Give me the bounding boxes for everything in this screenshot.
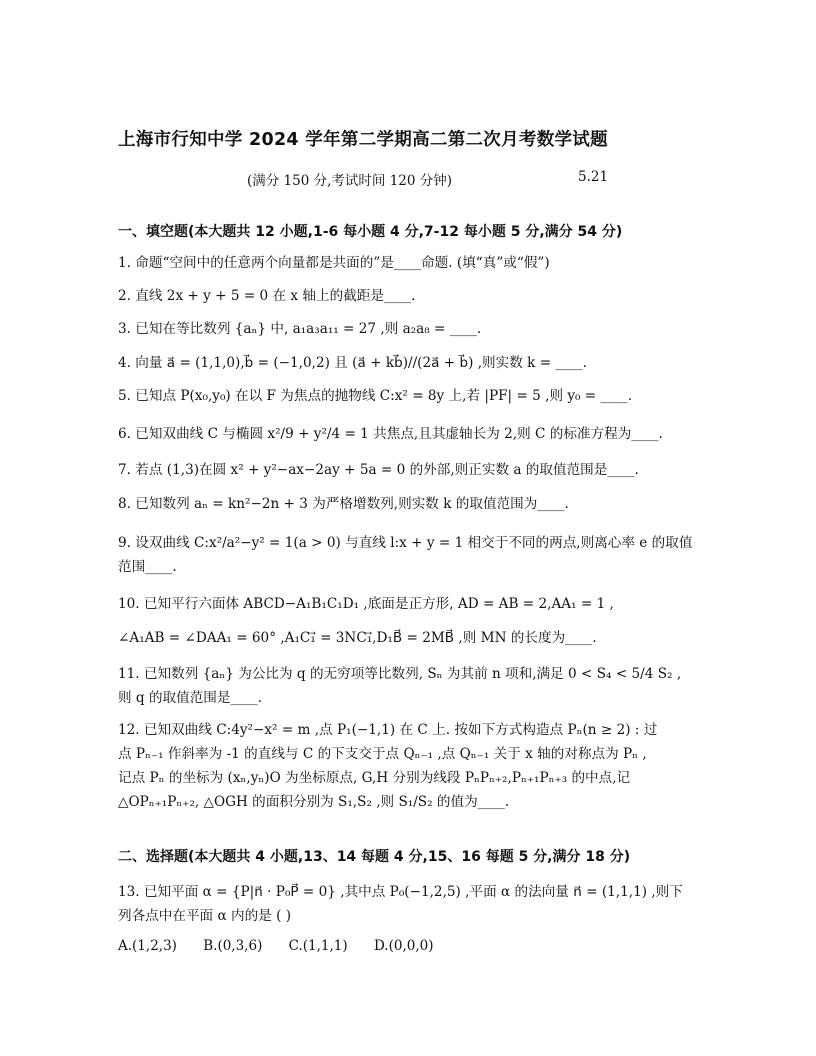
question-11-line-2: 则 q 的取值范围是____. [118, 690, 263, 706]
question-13-line-1: 13. 已知平面 α = {P|n⃗ · P₀P⃗ = 0} ,其中点 P₀(−1,2,5) ,平面 α 的法向量 n⃗ = (1,1,1) ,则下 [118, 884, 683, 900]
question-7: 7. 若点 (1,3)在圆 x² + y²−ax−2ay + 5a = 0 的外部,则正实数 a 的取值范围是____. [118, 462, 639, 478]
question-11-line-1: 11. 已知数列 {aₙ} 为公比为 q 的无穷项等比数列, Sₙ 为其前 n 项和,满足 0 < S₄ < 5/4 S₂ , [118, 666, 682, 682]
exam-info: (满分 150 分,考试时间 120 分钟) [247, 173, 453, 189]
question-3: 3. 已知在等比数列 {aₙ} 中, a₁a₃a₁₁ = 27 ,则 a₂a₈ = ____. [118, 321, 482, 337]
answer-options [118, 938, 456, 954]
question-4: 4. 向量 a⃗ = (1,1,0),b⃗ = (−1,0,2) 且 (a⃗ + kb⃗)//(2a⃗ + b⃗) ,则实数 k = ____. [118, 355, 587, 371]
section-heading-fill-in: 一、填空题(本大题共 12 小题,1-6 每小题 4 分,7-12 每小题 5 分,满分 54 分) [118, 224, 623, 240]
question-12-line-3: 记点 Pₙ 的坐标为 (xₙ,yₙ)O 为坐标原点, G,H 分别为线段 PₙPₙ₊₂,Pₙ₊₁Pₙ₊₃ 的中点,记 [118, 770, 631, 786]
question-12-line-4: △OPₙ₊₁Pₙ₊₂, △OGH 的面积分别为 S₁,S₂ ,则 S₁/S₂ 的值为____. [118, 794, 510, 810]
exam-date: 5.21 [578, 169, 609, 185]
question-12-line-2: 点 Pₙ₋₁ 作斜率为 -1 的直线与 C 的下支交于点 Qₙ₋₁ ,点 Qₙ₋₁ 关于 x 轴的对称点为 Pₙ , [118, 746, 647, 762]
option-c: C.(1,1,1) [288, 938, 348, 954]
question-6: 6. 已知双曲线 C 与椭圆 x²/9 + y²/4 = 1 共焦点,且其虚轴长为 2,则 C 的标准方程为____. [118, 426, 663, 442]
question-5: 5. 已知点 P(x₀,y₀) 在以 F 为焦点的抛物线 C:x² = 8y 上,若 |PF| = 5 ,则 y₀ = ____. [118, 388, 633, 404]
question-9: 9. 设双曲线 C:x²/a²−y² = 1(a > 0) 与直线 l:x + y = 1 相交于不同的两点,则离心率 e 的取值范围____. [118, 535, 693, 575]
question-10-line-1: 10. 已知平行六面体 ABCD−A₁B₁C₁D₁ ,底面是正方形, AD = AB = 2,AA₁ = 1 , [118, 596, 614, 612]
question-1: 1. 命题“空间中的任意两个向量都是共面的”是____命题. (填“真”或“假”) [118, 255, 550, 271]
page-title: 上海市行知中学 2024 学年第二学期高二第二次月考数学试题 [118, 130, 608, 150]
question-8: 8. 已知数列 aₙ = kn²−2n + 3 为严格增数列,则实数 k 的取值范围为____. [118, 496, 569, 512]
option-a: A.(1,2,3) [118, 938, 177, 954]
option-b: B.(0,3,6) [203, 938, 263, 954]
question-10-line-2: ∠A₁AB = ∠DAA₁ = 60° ,A₁C₁⃗ = 3NC₁⃗,D₁B⃗ = 2MB⃗ ,则 MN 的长度为____. [118, 630, 597, 646]
question-12-line-1: 12. 已知双曲线 C:4y²−x² = m ,点 P₁(−1,1) 在 C 上. 按如下方式构造点 Pₙ(n ≥ 2) : 过 [118, 722, 658, 738]
section-heading-multiple-choice: 二、选择题(本大题共 4 小题,13、14 每题 4 分,15、16 每题 5 分,满分 18 分) [118, 849, 631, 865]
question-2: 2. 直线 2x + y + 5 = 0 在 x 轴上的截距是____. [118, 288, 416, 304]
question-13-line-2: 列各点中在平面 α 内的是 ( ) [118, 908, 292, 924]
option-d: D.(0,0,0) [373, 938, 434, 954]
